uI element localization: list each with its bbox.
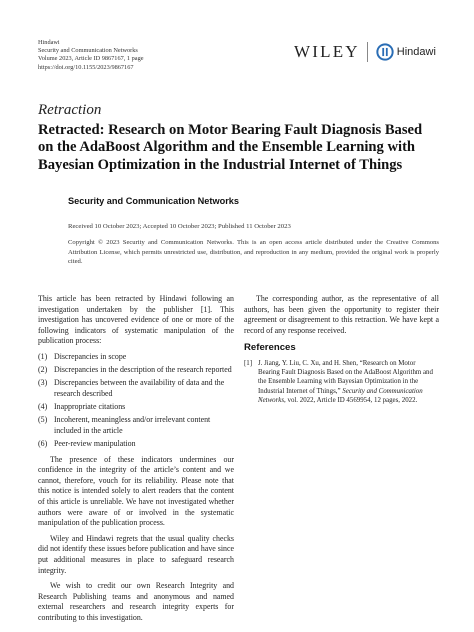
reference-citation: J. Jiang, Y. Liu, C. Xu, and H. Shen, “Research on Motor Bearing Fault Diagnosis Based on the AdaBoost Algorithm and the Ensemble Learning with Bayesian Optimization in the Industrial Internet of Things,” xyxy=(258,359,433,395)
article-metadata xyxy=(38,39,144,72)
volume-line: Volume 2023, Article ID 9867167, 1 page xyxy=(38,55,144,63)
list-number: (2) xyxy=(38,365,48,375)
journal-name: Security and Communication Networks xyxy=(68,196,240,206)
list-item xyxy=(38,415,234,436)
list-number: (3) xyxy=(38,378,48,388)
reference-venue: Security and Communication Networks xyxy=(258,387,423,404)
wiley-logo: WILEY xyxy=(294,42,360,61)
list-item xyxy=(38,439,234,450)
copyright-notice: Copyright © 2023 Security and Communication Networks. This is an open access article distributed under the Creative Commons Attribution License, which permits unrestricted use, distribution, and reproduction in any medium, provided the original work is properly cited. xyxy=(68,239,439,265)
doi-link[interactable]: https://doi.org/10.1155/2023/9867167 xyxy=(38,63,134,71)
list-text: Discrepancies in scope xyxy=(54,351,127,361)
hindawi-wordmark: Hindawi xyxy=(396,46,436,58)
article-type: Retraction xyxy=(38,102,102,118)
list-item xyxy=(38,352,234,363)
right-column xyxy=(244,294,439,405)
reference-item xyxy=(244,359,439,405)
journal-line: Security and Communication Networks xyxy=(38,47,138,55)
list-number: (1) xyxy=(38,351,48,361)
list-number: (5) xyxy=(38,415,48,425)
intro-paragraph: This article has been retracted by Hindawi following an investigation undertaken by the publisher [1]. This investigation has uncovered evidence of one or more of the following indicators of systematic manipulation of the publication process: xyxy=(38,294,234,346)
publisher-logo xyxy=(294,41,436,63)
list-number: (4) xyxy=(38,402,48,412)
list-text: Inappropriate citations xyxy=(54,402,126,412)
list-item xyxy=(38,402,234,413)
list-text: Peer-review manipulation xyxy=(54,439,136,449)
references-heading: References xyxy=(244,342,296,354)
publisher-name: Hindawi xyxy=(38,39,60,46)
regret-paragraph: Wiley and Hindawi regrets that the usual quality checks did not identify these issues before publication and have since put additional measures in place to safeguard research integrity. xyxy=(38,533,234,575)
reference-text xyxy=(258,359,439,405)
left-column xyxy=(38,294,234,629)
list-text: Incoherent, meaningless and/or irrelevant content included in the article xyxy=(54,415,211,435)
logo-divider xyxy=(367,42,368,62)
reference-number: [1] xyxy=(244,359,253,367)
list-item xyxy=(38,378,234,399)
hindawi-logo-icon xyxy=(376,43,394,61)
publication-dates: Received 10 October 2023; Accepted 10 October 2023; Published 11 October 2023 xyxy=(68,223,291,230)
indicator-list xyxy=(38,352,234,450)
list-text: Discrepancies in the description of the research reported xyxy=(54,365,232,375)
author-response-paragraph: The corresponding author, as the representative of all authors, has been given the opportunity to register their agreement or disagreement to this retraction. We have kept a record of any response received. xyxy=(244,294,439,335)
list-text: Discrepancies between the availability of data and the research described xyxy=(54,378,225,398)
article-title: Retracted: Research on Motor Bearing Fault Diagnosis Based on the AdaBoost Algorithm and the Ensemble Learning with Bayesian Optimization in the Industrial Internet of Things xyxy=(38,122,423,173)
list-item xyxy=(38,365,234,376)
list-number: (6) xyxy=(38,439,48,449)
credit-paragraph: We wish to credit our own Research Integrity and Research Publishing teams and anonymous and named external researchers and research integrity experts for contributing to this investigation. xyxy=(38,581,234,622)
reference-details: , vol. 2022, Article ID 4569954, 12 pages, 2022. xyxy=(284,396,418,404)
integrity-paragraph: The presence of these indicators undermines our confidence in the integrity of the article’s content and we cannot, therefore, vouch for its reliability. Please note that this notice is intended solely to alert readers that the content of this article is unreliable. We have not investigated whether authors were aware of or involved in the systematic manipulation of the publication process. xyxy=(38,454,234,528)
